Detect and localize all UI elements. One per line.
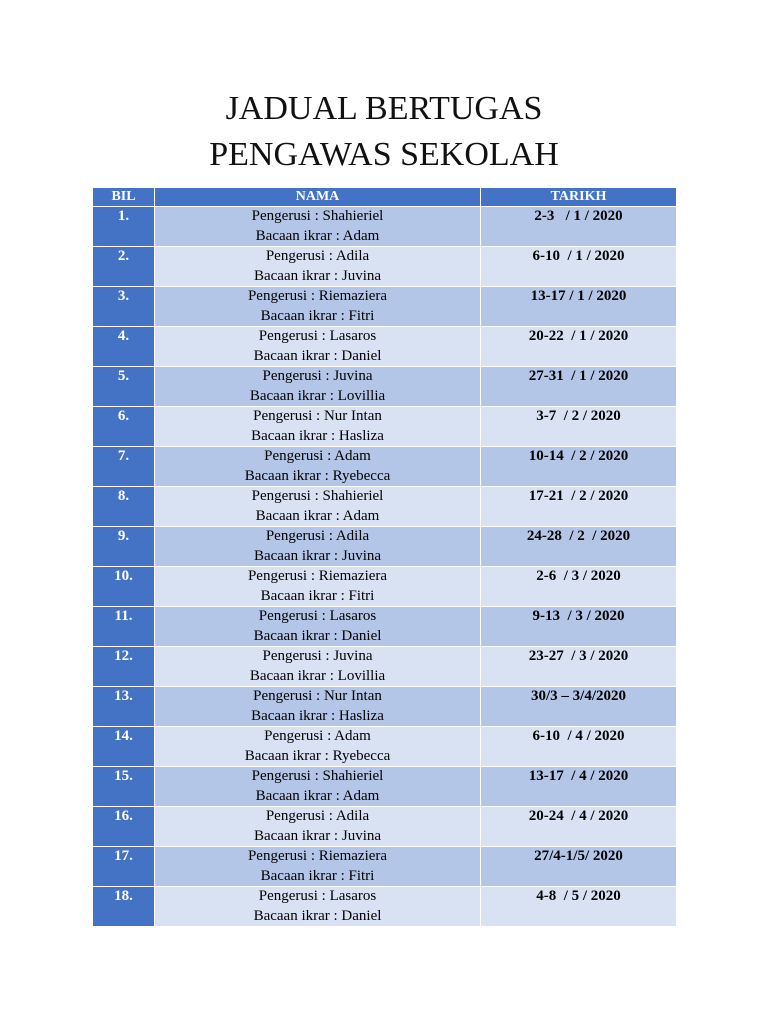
bacaan-ikrar-text: Bacaan ikrar : Ryebecca bbox=[244, 467, 391, 484]
row-tarikh: 30/3 – 3/4/2020 bbox=[481, 687, 677, 727]
row-number: 2. bbox=[93, 247, 155, 287]
row-nama-cell bbox=[155, 887, 481, 927]
row-nama-cell bbox=[155, 847, 481, 887]
bacaan-ikrar-text: Bacaan ikrar : Lovillia bbox=[249, 387, 386, 404]
bacaan-ikrar-text: Bacaan ikrar : Adam bbox=[255, 227, 380, 244]
table-row bbox=[93, 207, 677, 247]
pengerusi-text: Pengerusi : Adila bbox=[265, 808, 370, 824]
row-number: 5. bbox=[93, 367, 155, 407]
row-tarikh: 3-7 / 2 / 2020 bbox=[481, 407, 677, 447]
row-number: 3. bbox=[93, 287, 155, 327]
bacaan-ikrar-text: Bacaan ikrar : Fitri bbox=[260, 587, 375, 604]
bacaan-ikrar-text: Bacaan ikrar : Adam bbox=[255, 787, 380, 804]
table-row bbox=[93, 247, 677, 287]
row-nama-cell bbox=[155, 687, 481, 727]
table-row bbox=[93, 767, 677, 807]
row-tarikh: 13-17 / 1 / 2020 bbox=[481, 287, 677, 327]
title-line-2: PENGAWAS SEKOLAH bbox=[209, 136, 559, 173]
table-row bbox=[93, 727, 677, 767]
row-nama-cell bbox=[155, 487, 481, 527]
row-nama-cell bbox=[155, 367, 481, 407]
pengerusi-text: Pengerusi : Shahieriel bbox=[251, 488, 384, 504]
table-row bbox=[93, 647, 677, 687]
row-number: 8. bbox=[93, 487, 155, 527]
pengerusi-text: Pengerusi : Juvina bbox=[262, 368, 373, 384]
table-row bbox=[93, 407, 677, 447]
row-nama-cell bbox=[155, 567, 481, 607]
row-tarikh: 6-10 / 4 / 2020 bbox=[481, 727, 677, 767]
page-title bbox=[0, 86, 768, 178]
row-tarikh: 13-17 / 4 / 2020 bbox=[481, 767, 677, 807]
table-row bbox=[93, 687, 677, 727]
pengerusi-text: Pengerusi : Riemaziera bbox=[247, 568, 388, 584]
row-number: 1. bbox=[93, 207, 155, 247]
pengerusi-text: Pengerusi : Juvina bbox=[262, 648, 373, 664]
bacaan-ikrar-text: Bacaan ikrar : Hasliza bbox=[251, 707, 384, 724]
table-row bbox=[93, 327, 677, 367]
table-row bbox=[93, 447, 677, 487]
table-row bbox=[93, 527, 677, 567]
row-number: 14. bbox=[93, 727, 155, 767]
row-number: 12. bbox=[93, 647, 155, 687]
pengerusi-text: Pengerusi : Adam bbox=[264, 728, 371, 744]
row-number: 17. bbox=[93, 847, 155, 887]
row-nama-cell bbox=[155, 447, 481, 487]
table-row bbox=[93, 367, 677, 407]
pengerusi-text: Pengerusi : Shahieriel bbox=[251, 768, 384, 784]
row-nama-cell bbox=[155, 407, 481, 447]
row-number: 13. bbox=[93, 687, 155, 727]
row-number: 18. bbox=[93, 887, 155, 927]
table-header-row bbox=[93, 188, 677, 207]
bacaan-ikrar-text: Bacaan ikrar : Daniel bbox=[253, 907, 382, 924]
header-bil: BIL bbox=[93, 188, 155, 207]
row-number: 15. bbox=[93, 767, 155, 807]
table-row bbox=[93, 567, 677, 607]
table-row bbox=[93, 887, 677, 927]
row-nama-cell bbox=[155, 727, 481, 767]
header-nama: NAMA bbox=[155, 188, 481, 207]
row-tarikh: 17-21 / 2 / 2020 bbox=[481, 487, 677, 527]
pengerusi-text: Pengerusi : Nur Intan bbox=[253, 688, 382, 704]
row-tarikh: 2-3 / 1 / 2020 bbox=[481, 207, 677, 247]
pengerusi-text: Pengerusi : Adila bbox=[265, 528, 370, 544]
row-number: 6. bbox=[93, 407, 155, 447]
row-number: 4. bbox=[93, 327, 155, 367]
pengerusi-text: Pengerusi : Riemaziera bbox=[247, 848, 388, 864]
row-nama-cell bbox=[155, 207, 481, 247]
row-nama-cell bbox=[155, 327, 481, 367]
row-tarikh: 24-28 / 2 / 2020 bbox=[481, 527, 677, 567]
pengerusi-text: Pengerusi : Riemaziera bbox=[247, 288, 388, 304]
bacaan-ikrar-text: Bacaan ikrar : Juvina bbox=[253, 827, 382, 844]
row-tarikh: 9-13 / 3 / 2020 bbox=[481, 607, 677, 647]
pengerusi-text: Pengerusi : Lasaros bbox=[258, 888, 377, 904]
row-nama-cell bbox=[155, 647, 481, 687]
duty-schedule-table bbox=[92, 187, 677, 927]
row-number: 10. bbox=[93, 567, 155, 607]
bacaan-ikrar-text: Bacaan ikrar : Adam bbox=[255, 507, 380, 524]
bacaan-ikrar-text: Bacaan ikrar : Daniel bbox=[253, 627, 382, 644]
bacaan-ikrar-text: Bacaan ikrar : Lovillia bbox=[249, 667, 386, 684]
bacaan-ikrar-text: Bacaan ikrar : Fitri bbox=[260, 307, 375, 324]
table-row bbox=[93, 487, 677, 527]
row-nama-cell bbox=[155, 607, 481, 647]
pengerusi-text: Pengerusi : Nur Intan bbox=[253, 408, 382, 424]
bacaan-ikrar-text: Bacaan ikrar : Fitri bbox=[260, 867, 375, 884]
row-nama-cell bbox=[155, 807, 481, 847]
table-row bbox=[93, 287, 677, 327]
row-tarikh: 27/4-1/5/ 2020 bbox=[481, 847, 677, 887]
bacaan-ikrar-text: Bacaan ikrar : Juvina bbox=[253, 267, 382, 284]
row-tarikh: 4-8 / 5 / 2020 bbox=[481, 887, 677, 927]
row-number: 11. bbox=[93, 607, 155, 647]
bacaan-ikrar-text: Bacaan ikrar : Ryebecca bbox=[244, 747, 391, 764]
row-number: 9. bbox=[93, 527, 155, 567]
header-tarikh: TARIKH bbox=[481, 188, 677, 207]
bacaan-ikrar-text: Bacaan ikrar : Daniel bbox=[253, 347, 382, 364]
row-tarikh: 27-31 / 1 / 2020 bbox=[481, 367, 677, 407]
row-number: 16. bbox=[93, 807, 155, 847]
row-nama-cell bbox=[155, 767, 481, 807]
pengerusi-text: Pengerusi : Adam bbox=[264, 448, 371, 464]
row-tarikh: 20-24 / 4 / 2020 bbox=[481, 807, 677, 847]
row-tarikh: 20-22 / 1 / 2020 bbox=[481, 327, 677, 367]
pengerusi-text: Pengerusi : Shahieriel bbox=[251, 208, 384, 224]
row-number: 7. bbox=[93, 447, 155, 487]
pengerusi-text: Pengerusi : Lasaros bbox=[258, 608, 377, 624]
bacaan-ikrar-text: Bacaan ikrar : Hasliza bbox=[251, 427, 384, 444]
row-tarikh: 2-6 / 3 / 2020 bbox=[481, 567, 677, 607]
table-row bbox=[93, 807, 677, 847]
pengerusi-text: Pengerusi : Adila bbox=[265, 248, 370, 264]
row-tarikh: 6-10 / 1 / 2020 bbox=[481, 247, 677, 287]
row-nama-cell bbox=[155, 527, 481, 567]
table-row bbox=[93, 847, 677, 887]
title-line-1: JADUAL BERTUGAS bbox=[225, 90, 543, 127]
row-tarikh: 23-27 / 3 / 2020 bbox=[481, 647, 677, 687]
pengerusi-text: Pengerusi : Lasaros bbox=[258, 328, 377, 344]
table-body bbox=[93, 207, 677, 927]
row-nama-cell bbox=[155, 247, 481, 287]
table-row bbox=[93, 607, 677, 647]
row-tarikh: 10-14 / 2 / 2020 bbox=[481, 447, 677, 487]
bacaan-ikrar-text: Bacaan ikrar : Juvina bbox=[253, 547, 382, 564]
row-nama-cell bbox=[155, 287, 481, 327]
